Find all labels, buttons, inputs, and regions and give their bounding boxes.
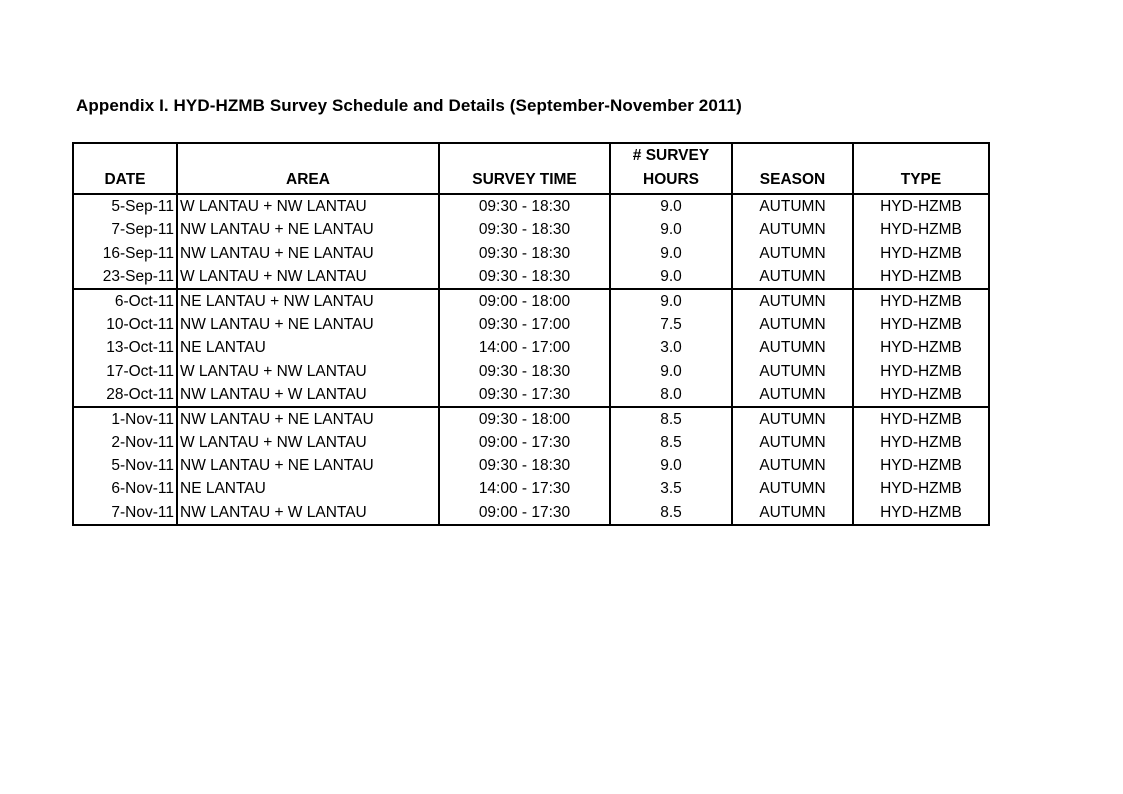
cell-type: HYD-HZMB [853, 431, 989, 454]
cell-date: 28-Oct-11 [73, 383, 177, 407]
cell-survey-hours: 9.0 [610, 359, 732, 382]
cell-date: 7-Sep-11 [73, 218, 177, 241]
cell-date: 6-Nov-11 [73, 477, 177, 500]
cell-survey-time: 09:00 - 17:30 [439, 431, 610, 454]
cell-season: AUTUMN [732, 500, 853, 524]
header-season: SEASON [732, 143, 853, 194]
table-row [73, 194, 989, 218]
table-row [73, 383, 989, 407]
table-row [73, 313, 989, 336]
header-survey-hours-line2: HOURS [643, 171, 699, 188]
table-row [73, 336, 989, 359]
cell-type: HYD-HZMB [853, 500, 989, 524]
cell-survey-time: 14:00 - 17:00 [439, 336, 610, 359]
table-row [73, 477, 989, 500]
cell-date: 7-Nov-11 [73, 500, 177, 524]
cell-type: HYD-HZMB [853, 383, 989, 407]
cell-area: NW LANTAU + NE LANTAU [177, 218, 439, 241]
cell-survey-time: 09:00 - 18:00 [439, 289, 610, 313]
cell-survey-time: 09:30 - 18:30 [439, 218, 610, 241]
cell-season: AUTUMN [732, 431, 853, 454]
cell-survey-hours: 3.0 [610, 336, 732, 359]
cell-area: W LANTAU + NW LANTAU [177, 194, 439, 218]
table-row [73, 289, 989, 313]
cell-survey-hours: 9.0 [610, 454, 732, 477]
cell-area: NE LANTAU [177, 336, 439, 359]
cell-season: AUTUMN [732, 194, 853, 218]
header-date: DATE [73, 143, 177, 194]
cell-date: 13-Oct-11 [73, 336, 177, 359]
cell-survey-hours: 8.5 [610, 431, 732, 454]
cell-season: AUTUMN [732, 241, 853, 264]
table-body [73, 194, 989, 525]
cell-survey-time: 09:30 - 18:30 [439, 194, 610, 218]
cell-type: HYD-HZMB [853, 336, 989, 359]
cell-season: AUTUMN [732, 383, 853, 407]
table-row [73, 265, 989, 289]
cell-area: W LANTAU + NW LANTAU [177, 359, 439, 382]
cell-season: AUTUMN [732, 218, 853, 241]
cell-area: NW LANTAU + NE LANTAU [177, 454, 439, 477]
cell-season: AUTUMN [732, 477, 853, 500]
cell-survey-hours: 7.5 [610, 313, 732, 336]
cell-survey-hours: 9.0 [610, 289, 732, 313]
cell-survey-time: 09:30 - 18:30 [439, 265, 610, 289]
cell-season: AUTUMN [732, 313, 853, 336]
cell-area: NW LANTAU + NE LANTAU [177, 407, 439, 431]
cell-survey-hours: 9.0 [610, 265, 732, 289]
cell-area: NW LANTAU + NE LANTAU [177, 313, 439, 336]
cell-season: AUTUMN [732, 265, 853, 289]
cell-survey-hours: 8.5 [610, 407, 732, 431]
cell-survey-hours: 9.0 [610, 218, 732, 241]
cell-survey-time: 09:30 - 18:30 [439, 241, 610, 264]
cell-area: NW LANTAU + NE LANTAU [177, 241, 439, 264]
header-type: TYPE [853, 143, 989, 194]
header-survey-hours-line1: # SURVEY [632, 147, 710, 164]
cell-date: 5-Nov-11 [73, 454, 177, 477]
cell-survey-time: 09:30 - 17:00 [439, 313, 610, 336]
cell-date: 6-Oct-11 [73, 289, 177, 313]
table-header-row [73, 143, 989, 194]
cell-survey-hours: 9.0 [610, 241, 732, 264]
table-row [73, 359, 989, 382]
cell-area: W LANTAU + NW LANTAU [177, 431, 439, 454]
header-area: AREA [177, 143, 439, 194]
header-survey-time: SURVEY TIME [439, 143, 610, 194]
cell-date: 2-Nov-11 [73, 431, 177, 454]
table-row [73, 218, 989, 241]
cell-area: NW LANTAU + W LANTAU [177, 500, 439, 524]
cell-area: NE LANTAU + NW LANTAU [177, 289, 439, 313]
document-title: Appendix I. HYD-HZMB Survey Schedule and Details (September-November 2011) [76, 96, 742, 115]
cell-date: 23-Sep-11 [73, 265, 177, 289]
cell-season: AUTUMN [732, 407, 853, 431]
cell-type: HYD-HZMB [853, 454, 989, 477]
cell-type: HYD-HZMB [853, 194, 989, 218]
cell-area: NE LANTAU [177, 477, 439, 500]
cell-date: 16-Sep-11 [73, 241, 177, 264]
cell-type: HYD-HZMB [853, 313, 989, 336]
table-row [73, 454, 989, 477]
cell-survey-hours: 8.0 [610, 383, 732, 407]
cell-type: HYD-HZMB [853, 218, 989, 241]
cell-survey-time: 09:30 - 18:30 [439, 359, 610, 382]
cell-type: HYD-HZMB [853, 289, 989, 313]
header-survey-hours [610, 143, 732, 194]
cell-type: HYD-HZMB [853, 477, 989, 500]
cell-date: 10-Oct-11 [73, 313, 177, 336]
table-row [73, 500, 989, 524]
cell-type: HYD-HZMB [853, 241, 989, 264]
cell-area: W LANTAU + NW LANTAU [177, 265, 439, 289]
cell-survey-time: 09:00 - 17:30 [439, 500, 610, 524]
cell-survey-time: 09:30 - 18:30 [439, 454, 610, 477]
table-row [73, 407, 989, 431]
cell-type: HYD-HZMB [853, 265, 989, 289]
cell-season: AUTUMN [732, 454, 853, 477]
cell-survey-time: 09:30 - 18:00 [439, 407, 610, 431]
cell-survey-time: 14:00 - 17:30 [439, 477, 610, 500]
survey-schedule-table [72, 142, 990, 526]
cell-date: 5-Sep-11 [73, 194, 177, 218]
cell-type: HYD-HZMB [853, 407, 989, 431]
cell-season: AUTUMN [732, 289, 853, 313]
cell-season: AUTUMN [732, 336, 853, 359]
cell-date: 1-Nov-11 [73, 407, 177, 431]
cell-survey-time: 09:30 - 17:30 [439, 383, 610, 407]
table-row [73, 431, 989, 454]
table-row [73, 241, 989, 264]
cell-survey-hours: 9.0 [610, 194, 732, 218]
cell-survey-hours: 8.5 [610, 500, 732, 524]
cell-season: AUTUMN [732, 359, 853, 382]
cell-survey-hours: 3.5 [610, 477, 732, 500]
cell-date: 17-Oct-11 [73, 359, 177, 382]
cell-area: NW LANTAU + W LANTAU [177, 383, 439, 407]
cell-type: HYD-HZMB [853, 359, 989, 382]
